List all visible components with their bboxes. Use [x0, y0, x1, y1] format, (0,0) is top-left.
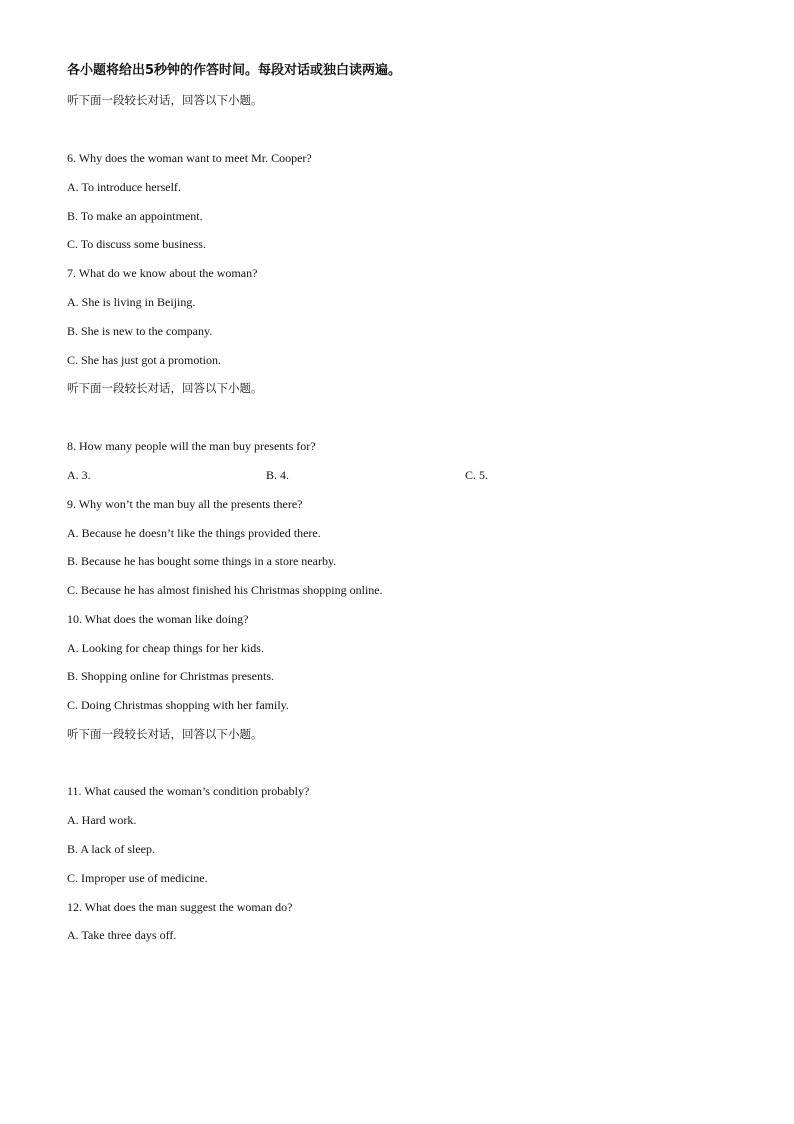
question-8: 8. How many people will the man buy presents for?	[67, 439, 316, 453]
question-6: 6. Why does the woman want to meet Mr. Cooper?	[67, 151, 312, 165]
section-intro: 听下面一段较长对话，回答以下小题。	[67, 93, 263, 107]
q10-option-b: B. Shopping online for Christmas presents.	[67, 669, 274, 683]
q12-option-a: A. Take three days off.	[67, 928, 177, 942]
q7-option-a: A. She is living in Beijing.	[67, 295, 196, 309]
question-11: 11. What caused the woman’s condition probably?	[67, 784, 310, 798]
q9-option-a: A. Because he doesn’t like the things provided there.	[67, 526, 321, 540]
q9-option-c: C. Because he has almost finished his Christmas shopping online.	[67, 583, 383, 597]
q7-option-b: B. She is new to the company.	[67, 324, 213, 338]
q8-option-a: A. 3.	[67, 468, 91, 482]
section-intro: 听下面一段较长对话，回答以下小题。	[67, 727, 263, 741]
q6-option-a: A. To introduce herself.	[67, 180, 181, 194]
q11-option-b: B. A lack of sleep.	[67, 842, 155, 856]
q11-option-a: A. Hard work.	[67, 813, 137, 827]
question-10: 10. What does the woman like doing?	[67, 612, 249, 626]
q10-option-c: C. Doing Christmas shopping with her family.	[67, 698, 289, 712]
question-7: 7. What do we know about the woman?	[67, 266, 258, 280]
question-12: 12. What does the man suggest the woman do?	[67, 900, 293, 914]
q10-option-a: A. Looking for cheap things for her kids.	[67, 641, 264, 655]
q11-option-c: C. Improper use of medicine.	[67, 871, 208, 885]
section-intro: 听下面一段较长对话，回答以下小题。	[67, 381, 263, 395]
q9-option-b: B. Because he has bought some things in a store nearby.	[67, 554, 337, 568]
q6-option-c: C. To discuss some business.	[67, 237, 206, 251]
question-9: 9. Why won’t the man buy all the presents there?	[67, 497, 303, 511]
header-instruction: 各小题将给出5秒钟的作答时间。每段对话或独白读两遍。	[67, 63, 402, 78]
q8-options-row	[0, 468, 794, 482]
q6-option-b: B. To make an appointment.	[67, 209, 203, 223]
q8-option-b: B. 4.	[266, 468, 290, 482]
q8-option-c: C. 5.	[465, 468, 489, 482]
q7-option-c: C. She has just got a promotion.	[67, 353, 221, 367]
